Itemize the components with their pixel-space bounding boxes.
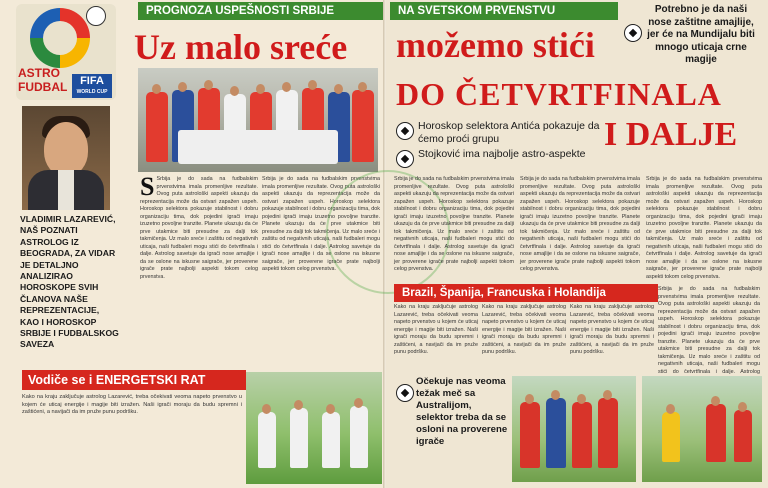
bottom-left-text: Kako na kraju zaključuje astrolog Lazarević, treba očekivati veoma napeto prvenstvo u kojem će uticaj energije i magije biti izražen. Naši igrači moraju da budu spremni i zaštićeni, a navijači da im pruže punu podršku. <box>22 394 242 415</box>
bullet-1: Horoskop selektora Antića pokazuje da ćemo proći grupu <box>418 120 600 145</box>
fifa-badge: FIFA WORLD CUP <box>72 74 112 98</box>
portrait-caption: VLADIMIR LAZAREVIĆ, NAŠ POZNATI ASTROLOG IZ BEOGRADA, ZA VIDAR JE DETALJNO ANALIZIRAO HOROSKOPE SVIH ČLANOVA NAŠE REPREZENTACIJE, KAO I HOROSKOP SRBIJE I FUDBALSKOG SAVEZA <box>20 214 119 350</box>
right-body-column-3: Srbija je do sada na fudbalskim prvenstvima imala promenljive rezultate. Ovog puta astrološki aspekti ukazuju da reprezentacija može da ostvari zapažen uspeh. Horoskop selektora pokazuje stabilnost i dobru organizaciju tima, dok pojedini igrači imaju izuzetno povoljne tranzite. Planete ukazuju da će prve utakmice biti presudne za dalji tok takmičenja. Uz malo sreće i zaštitu od negativnih uticaja, naši fudbaleri mogu stići do četvrtfinala i dalje. Astrolog savetuje da igrači nose amajlije i da se oslone na iskusne saigrače, jer proverene igrače prate najbolji aspekti tokom celog prvenstva. <box>646 176 762 280</box>
amulet-quote: Potrebno je da naši nose zaštitne amajlije, jer će na Mundijalu biti mnogo uticaja crne magije <box>647 4 755 65</box>
top-banner-left <box>138 2 392 20</box>
right-lower-column-4: Srbija je do sada na fudbalskim prvenstvima imala promenljive rezultate. Ovog puta astrološki aspekti ukazuju da reprezentacija može da ostvari zapažen uspeh. Horoskop selektora pokazuje stabilnost i dobru organizaciju tima, dok pojedini igrači imaju izuzetno povoljne tranzite. Planete ukazuju da će prve utakmice biti presudne za dalji tok takmičenja. Uz malo sreće i zaštitu od negativnih uticaja, naši fudbaleri mogu stići do četvrtfinala i dalje. Astrolog <box>658 286 760 375</box>
headline-left: Uz malo sreće <box>134 27 348 67</box>
top-banner-right <box>390 2 618 20</box>
astro-fudbal-logo <box>16 4 116 100</box>
team-photo <box>138 68 378 172</box>
bullet-ball-icon <box>396 122 414 140</box>
banner-text: NA SVETSKOM PRVENSTVU <box>398 5 556 17</box>
players-photo <box>512 376 636 482</box>
right-body-column-2: Srbija je do sada na fudbalskim prvenstvima imala promenljive rezultate. Ovog puta astrološki aspekti ukazuju da reprezentacija može da ostvari zapažen uspeh. Horoskop selektora pokazuje stabilnost i dobru organizaciju tima, dok pojedini igrači imaju izuzetno povoljne tranzite. Planete ukazuju da će prve utakmice biti presudne za dalji tok takmičenja. Uz malo sreće i zaštitu od negativnih uticaja, naši fudbaleri mogu stići do četvrtfinala i dalje. Astrolog savetuje da igrači nose amajlije i da se oslone na iskusne saigrače, jer proverene igrače prate najbolji aspekti tokom celog prvenstva. <box>520 176 640 272</box>
right-lower-column-1: Kako na kraju zaključuje astrolog Lazarević, treba očekivati veoma napeto prvenstvo u kojem će uticaj energije i magije biti izražen. Naši igrači moraju da budu spremni i zaštićeni, a navijači da im pruže punu podršku. <box>394 304 478 355</box>
action-photo <box>642 376 762 482</box>
right-lower-column-2: Kako na kraju zaključuje astrolog Lazarević, treba očekivati veoma napeto prvenstvo u kojem će uticaj energije i magije biti izražen. Naši igrači moraju da budu spremni i zaštićeni, a navijači da im pruže punu podršku. <box>482 304 566 355</box>
headline-right-3: I DALJE <box>604 116 738 153</box>
astrologer-portrait <box>22 106 110 210</box>
bullet-2: Stojković ima najbolje astro-aspekte <box>418 148 586 160</box>
logo-text-astro: ASTRO <box>18 66 60 80</box>
australia-quote: Očekuje nas veoma težak meč sa Australijom, selektor treba da se osloni na proverene igrače <box>416 376 508 447</box>
bullet-ball-icon <box>396 150 414 168</box>
logo-text-fudbal: FUDBAL <box>18 80 68 94</box>
body-column-1: S Srbija je do sada na fudbalskim prvenstvima imala promenljive rezultate. Ovog puta astrološki aspekti ukazuju da reprezentacija može da ostvari zapažen uspeh. Horoskop selektora pokazuje stabilnost i dobru organizaciju tima, dok pojedini igrači imaju izuzetno povoljne tranzite. Planete ukazuju da će prve utakmice biti presudne za dalji tok takmičenja. Uz malo sreće i zaštitu od negativnih uticaja, naši fudbaleri mogu stići do četvrtfinala i dalje. Astrolog savetuje da igrači nose amajlije i da se oslone na iskusne saigrače, jer proverene igrače prate najbolji aspekti tokom celog prvenstva. <box>140 172 258 280</box>
training-photo <box>246 372 382 484</box>
headline-right-1: možemo stići <box>396 25 595 65</box>
red-box-heading-left: Vodiče se i ENERGETSKI RAT <box>22 370 246 390</box>
banner-text: PROGNOZA USPEŠNOSTI SRBIJE <box>146 5 335 17</box>
right-lower-column-3: Kako na kraju zaključuje astrolog Lazarević, treba očekivati veoma napeto prvenstvo u kojem će uticaj energije i magije biti izražen. Naši igrači moraju da budu spremni i zaštićeni, a navijači da im pruže punu podršku. <box>570 304 654 355</box>
body-column-2: Srbija je do sada na fudbalskim prvenstvima imala promenljive rezultate. Ovog puta astrološki aspekti ukazuju da reprezentacija može da ostvari zapažen uspeh. Horoskop selektora pokazuje stabilnost i dobru organizaciju tima, dok pojedini igrači imaju izuzetno povoljne tranzite. Planete ukazuju da će prve utakmice biti presudne za dalji tok takmičenja. Uz malo sreće i zaštitu od negativnih uticaja, naši fudbaleri mogu stići do četvrtfinala i dalje. Astrolog savetuje da igrači nose amajlije i da se oslone na iskusne saigrače, jer proverene igrače prate najbolji aspekti tokom celog prvenstva. <box>262 176 380 272</box>
soccer-ball-icon <box>86 6 106 26</box>
quote-ball-icon <box>396 384 414 402</box>
soccer-ball-icon <box>624 24 642 42</box>
headline-right-2: DO ČETVRTFINALA <box>396 76 722 112</box>
red-box-heading-right: Brazil, Španija, Francuska i Holandija <box>394 284 658 302</box>
right-body-column-1: Srbija je do sada na fudbalskim prvenstvima imala promenljive rezultate. Ovog puta astrološki aspekti ukazuju da reprezentacija može da ostvari zapažen uspeh. Horoskop selektora pokazuje stabilnost i dobru organizaciju tima, dok pojedini igrači imaju izuzetno povoljne tranzite. Planete ukazuju da će prve utakmice biti presudne za dalji tok takmičenja. Uz malo sreće i zaštitu od negativnih uticaja, naši fudbaleri mogu stići do četvrtfinala i dalje. Astrolog savetuje da igrači nose amajlije i da se oslone na iskusne saigrače, jer proverene igrače prate najbolji aspekti tokom celog prvenstva. <box>394 176 514 272</box>
right-page <box>386 0 768 488</box>
